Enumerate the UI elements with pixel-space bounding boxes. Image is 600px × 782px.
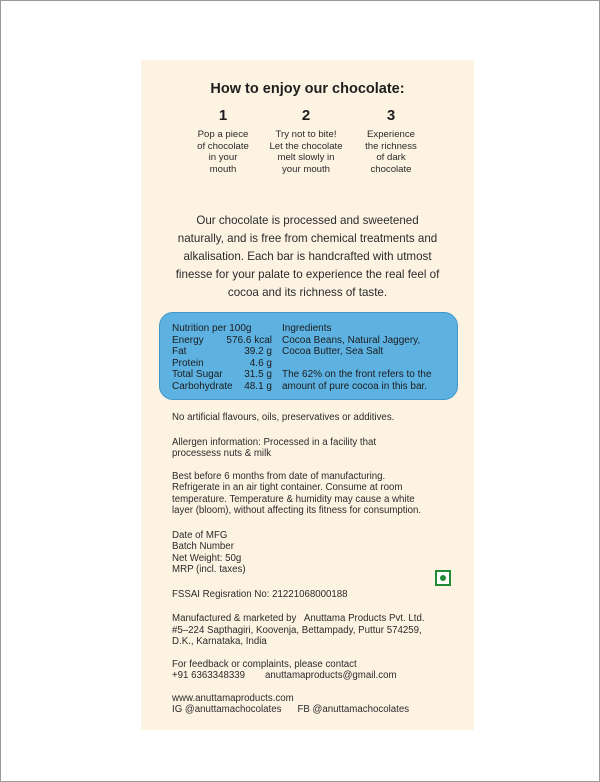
website: www.anuttamaproducts.com bbox=[172, 692, 294, 704]
social-line bbox=[172, 704, 462, 716]
nutrient-value: 4.6 g bbox=[249, 357, 272, 369]
instagram-handle: IG @anuttamachocolates bbox=[172, 704, 282, 715]
step-line: Try not to bite! bbox=[275, 129, 337, 140]
text-line: Manufactured & marketed by Anuttama Products Pvt. Ltd. bbox=[172, 613, 425, 624]
text-line: Date of MFG bbox=[172, 529, 228, 541]
step-2 bbox=[261, 107, 351, 175]
text-line: MRP (incl. taxes) bbox=[172, 564, 246, 575]
enjoy-heading: How to enjoy our chocolate: bbox=[210, 81, 405, 97]
email-address: anuttamaproducts@gmail.com bbox=[265, 670, 397, 681]
intro-paragraph bbox=[161, 212, 454, 302]
web-social bbox=[172, 693, 462, 716]
text-line: D.K., Karnataka, India bbox=[172, 636, 267, 647]
nutrient-label: Protein bbox=[172, 357, 204, 369]
steps bbox=[141, 107, 474, 177]
nutrition-row bbox=[172, 369, 272, 381]
intro-line: naturally, and is free from chemical treatments and bbox=[177, 232, 438, 245]
cocoa-note-line: amount of pure cocoa in this bar. bbox=[282, 380, 428, 392]
nutrient-label: Total Sugar bbox=[172, 369, 223, 381]
intro-line: Our chocolate is processed and sweetened bbox=[196, 214, 419, 227]
nutrition-table bbox=[172, 323, 272, 393]
ingredients-line: Cocoa Beans, Natural Jaggery, bbox=[282, 334, 421, 346]
nutrient-value: 39.2 g bbox=[244, 346, 272, 358]
step-text bbox=[261, 129, 351, 175]
text-line: Refrigerate in an air tight container. Consume at room bbox=[172, 482, 403, 493]
nutrition-title: Nutrition per 100g bbox=[172, 323, 252, 334]
allergen-info bbox=[172, 437, 462, 460]
text-line: Batch Number bbox=[172, 541, 234, 552]
step-line: the richness bbox=[365, 140, 417, 152]
step-1 bbox=[178, 107, 268, 175]
step-line: of chocolate bbox=[197, 140, 249, 152]
label-details bbox=[172, 412, 462, 727]
fssai-number bbox=[172, 589, 462, 601]
nutrient-value: 576.6 kcal bbox=[226, 334, 272, 346]
step-line: in your bbox=[208, 152, 238, 163]
nutrient-value: 48.1 g bbox=[244, 380, 272, 392]
step-line: melt slowly in bbox=[277, 152, 335, 163]
nutrition-row bbox=[172, 381, 272, 393]
ingredients-title: Ingredients bbox=[282, 323, 332, 334]
no-artificial-note bbox=[172, 412, 462, 424]
product-info bbox=[172, 530, 462, 576]
step-number: 3 bbox=[386, 107, 396, 124]
step-line: of dark bbox=[376, 152, 406, 163]
manufacturer-info bbox=[172, 613, 462, 648]
phone-number: +91 6363348339 bbox=[172, 670, 246, 681]
nutrient-label: Energy bbox=[172, 334, 204, 346]
intro-line: finesse for your palate to experience the real feel of bbox=[175, 268, 440, 281]
text-line: Net Weight: 50g bbox=[172, 552, 242, 564]
text-line: Best before 6 months from date of manufacturing. bbox=[172, 470, 386, 482]
label-panel bbox=[141, 60, 474, 730]
nutrition-row bbox=[172, 346, 272, 358]
feedback-info bbox=[172, 659, 462, 682]
ingredients bbox=[282, 323, 452, 393]
veg-mark-icon bbox=[435, 570, 451, 586]
cocoa-note-line: The 62% on the front refers to the bbox=[282, 369, 432, 381]
intro-line: cocoa and its richness of taste. bbox=[227, 286, 388, 299]
step-3 bbox=[346, 107, 436, 175]
step-line: chocolate bbox=[370, 163, 412, 175]
step-line: Let the chocolate bbox=[269, 140, 343, 152]
nutrient-label: Carbohydrate bbox=[172, 380, 233, 392]
text-line: processess nuts & milk bbox=[172, 448, 272, 459]
nutrition-box bbox=[159, 312, 458, 400]
nutrient-label: Fat bbox=[172, 346, 187, 358]
text-line: Allergen information: Processed in a facility that bbox=[172, 436, 377, 448]
storage-info bbox=[172, 471, 462, 517]
facebook-handle: FB @anuttamachocolates bbox=[297, 704, 410, 715]
nutrition-row bbox=[172, 358, 272, 370]
step-text bbox=[178, 129, 268, 175]
text-line: temperature. Temperature & humidity may cause a white bbox=[172, 493, 415, 505]
intro-line: alkalisation. Each bar is handcrafted with utmost bbox=[183, 250, 432, 263]
text-line: For feedback or complaints, please contact bbox=[172, 658, 357, 670]
step-text bbox=[346, 129, 436, 175]
contact-line bbox=[172, 670, 462, 682]
text-line: #5–224 Sapthagiri, Koovenja, Bettampady, Puttur 574259, bbox=[172, 624, 422, 636]
nutrition-row bbox=[172, 335, 272, 347]
step-line: your mouth bbox=[282, 163, 330, 175]
step-line: Experience bbox=[367, 129, 415, 140]
nutrient-value: 31.5 g bbox=[244, 369, 272, 381]
text-line: FSSAI Regisration No: 21221068000188 bbox=[172, 588, 348, 600]
text-line: No artificial flavours, oils, preservatives or additives. bbox=[172, 412, 395, 423]
text-line: layer (bloom), without affecting its fitness for consumption. bbox=[172, 505, 422, 516]
ingredients-line: Cocoa Butter, Sea Salt bbox=[282, 346, 384, 358]
step-number: 2 bbox=[301, 107, 311, 124]
step-line: Pop a piece bbox=[197, 129, 249, 140]
step-line: mouth bbox=[209, 163, 237, 175]
step-number: 1 bbox=[218, 107, 228, 124]
